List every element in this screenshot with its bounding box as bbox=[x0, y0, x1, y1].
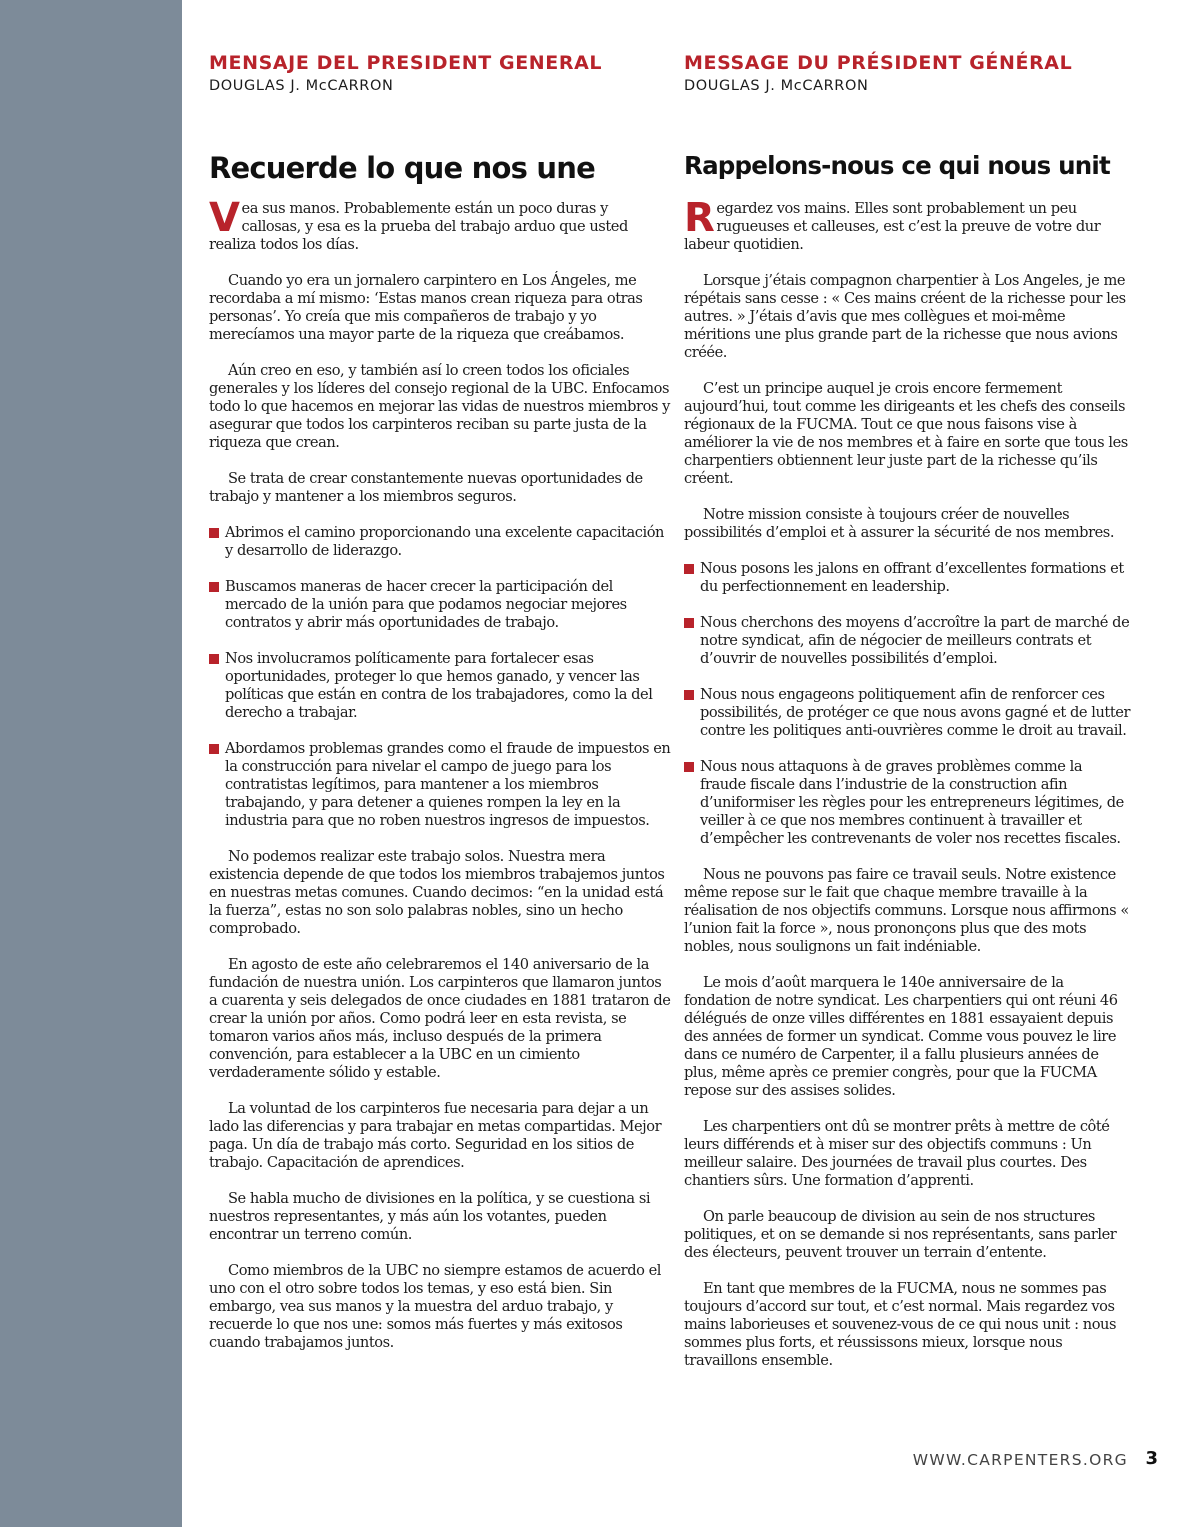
bullet-item bbox=[684, 686, 1132, 740]
bullet-text: Abordamos problemas grandes como el fraude de impuestos en la construcción para nivelar el campo de juego para los contratistas legítimos, para mantener a los miembros trabajando, y para detener a quienes rompen la ley en la industria para que no roben nuestros ingresos de impuestos. bbox=[225, 740, 671, 829]
paragraph: On parle beaucoup de division au sein de nos structures politiques, et on se demande si nos représentants, sans parler des électeurs, peuvent trouver un terrain d’entente. bbox=[684, 1208, 1117, 1261]
page-number: 3 bbox=[1145, 1448, 1158, 1469]
bullet-square-icon bbox=[684, 564, 694, 574]
paragraph: Lorsque j’étais compagnon charpentier à Los Angeles, je me répétais sans cesse : « Ces mains créent de la richesse pour les autres. » J’étais d’avis que mes collègues et moi-même méritions une plus grande part de la richesse que nous avions créée. bbox=[684, 272, 1126, 361]
intro-paragraph bbox=[684, 195, 1132, 254]
paragraph: En agosto de este año celebraremos el 140 aniversario de la fundación de nuestra unión. Los carpinteros que llamaron juntos a cuarenta y seis delegados de once ciudades en 1881 trataron de crear la unión por años. Como podrá leer en esta revista, se tomaron varios años más, incluso después de la primera convención, para establecer a la UBC en un cimiento verdaderamente sólido y estable. bbox=[209, 956, 671, 1081]
byline: DOUGLAS J. McCARRON bbox=[684, 78, 869, 94]
bullet-item bbox=[209, 524, 671, 560]
article-body bbox=[684, 195, 1132, 1370]
paragraph: Le mois d’août marquera le 140e anniversaire de la fondation de notre syndicat. Les charpentiers qui ont réuni 46 délégués de onze villes différentes en 1881 essayaient depuis des années de former un syndicat. Comme vous pouvez le lire dans ce numéro de Carpenter, il a fallu plusieurs années de plus, même après ce premier congrès, pour que la FUCMA repose sur des assises solides. bbox=[684, 974, 1118, 1099]
french-column bbox=[684, 50, 1132, 1388]
bullet-square-icon bbox=[684, 762, 694, 772]
drop-cap: V bbox=[209, 195, 240, 241]
spanish-column bbox=[209, 50, 671, 1370]
bullet-text: Abrimos el camino proporcionando una excelente capacitación y desarrollo de liderazgo. bbox=[225, 524, 664, 559]
bullet-text: Nous nous engageons politiquement afin de renforcer ces possibilités, de protéger ce que nous avons gagné et de lutter contre les politiques anti-ouvrières comme le droit au travail. bbox=[700, 686, 1130, 739]
paragraph: Nous ne pouvons pas faire ce travail seuls. Notre existence même repose sur le fait que chaque membre travaille à la réalisation de nos objectifs communs. Lorsque nous affirmons « l’union fait la force », nous prononçons plus que des mots nobles, nous soulignons un fait indéniable. bbox=[684, 866, 1129, 955]
bullet-square-icon bbox=[209, 528, 219, 538]
drop-cap: R bbox=[684, 195, 715, 241]
paragraph: La voluntad de los carpinteros fue necesaria para dejar a un lado las diferencias y para trabajar en metas compartidas. Mejor paga. Un día de trabajo más corto. Seguridad en los sitios de trabajo. Capacitación de aprendices. bbox=[209, 1100, 662, 1171]
intro-text: egardez vos mains. Elles sont probablement un peu rugueuses et calleuses, est c’est la preuve de votre dur labeur quotidien. bbox=[684, 200, 1101, 253]
paragraph: C’est un principe auquel je crois encore fermement aujourd’hui, tout comme les dirigeants et les chefs des conseils régionaux de la FUCMA. Tout ce que nous faisons vise à améliorer la vie de nos membres et à faire en sorte que tous les charpentiers obtiennent leur juste part de la richesse qu’ils créent. bbox=[684, 380, 1128, 487]
paragraph: Como miembros de la UBC no siempre estamos de acuerdo el uno con el otro sobre todos los temas, y eso está bien. Sin embargo, vea sus manos y la muestra del arduo trabajo, y recuerde lo que nos une: somos más fuertes y más exitosos cuando trabajamos juntos. bbox=[209, 1262, 662, 1351]
headline: Recuerde lo que nos une bbox=[209, 151, 595, 185]
paragraph: En tant que membres de la FUCMA, nous ne sommes pas toujours d’accord sur tout, et c’est normal. Mais regardez vos mains laborieuses et souvenez-vous de ce qui nous unit : nous sommes plus forts, et réussissons mieux, lorsque nous travaillons ensemble. bbox=[684, 1280, 1117, 1369]
paragraph: Se habla mucho de divisiones en la política, y se cuestiona si nuestros representantes, y más aún los votantes, pueden encontrar un terreno común. bbox=[209, 1190, 651, 1243]
bullet-item bbox=[209, 578, 671, 632]
byline: DOUGLAS J. McCARRON bbox=[209, 78, 394, 94]
paragraph: No podemos realizar este trabajo solos. Nuestra mera existencia depende de que todos los miembros trabajemos juntos en nuestras metas comunes. Cuando decimos: “en la unidad está la fuerza”, estas no son solo palabras nobles, sino un hecho comprobado. bbox=[209, 848, 665, 937]
bullet-square-icon bbox=[684, 690, 694, 700]
bullet-item bbox=[209, 740, 671, 830]
intro-paragraph bbox=[209, 195, 671, 254]
bullet-text: Nous cherchons des moyens d’accroître la part de marché de notre syndicat, afin de négocier de meilleurs contrats et d’ouvrir de nouvelles possibilités d’emploi. bbox=[700, 614, 1130, 667]
bullet-square-icon bbox=[684, 618, 694, 628]
paragraph: Notre mission consiste à toujours créer de nouvelles possibilités d’emploi et à assurer la sécurité de nos membres. bbox=[684, 506, 1115, 541]
bullet-text: Nos involucramos políticamente para fortalecer esas oportunidades, proteger lo que hemos ganado, y vencer las políticas que están en contra de los trabajadores, como la del derecho a trabajar. bbox=[225, 650, 653, 721]
bullet-item bbox=[209, 650, 671, 722]
bullet-square-icon bbox=[209, 654, 219, 664]
paragraph: Les charpentiers ont dû se montrer prêts à mettre de côté leurs différends et à miser sur des objectifs communs : Un meilleur salaire. Des journées de travail plus courtes. Des chantiers sûrs. Une formation d’apprenti. bbox=[684, 1118, 1110, 1189]
bullet-square-icon bbox=[209, 744, 219, 754]
sidebar-band bbox=[0, 0, 182, 1527]
section-kicker: MESSAGE DU PRÉSIDENT GÉNÉRAL bbox=[684, 52, 1073, 74]
paragraph: Se trata de crear constantemente nuevas oportunidades de trabajo y mantener a los miembros seguros. bbox=[209, 470, 643, 505]
bullet-item bbox=[684, 758, 1132, 848]
bullet-square-icon bbox=[209, 582, 219, 592]
footer-url: WWW.CARPENTERS.ORG bbox=[912, 1451, 1128, 1469]
bullet-item bbox=[684, 614, 1132, 668]
section-kicker: MENSAJE DEL PRESIDENT GENERAL bbox=[209, 52, 603, 74]
bullet-text: Buscamos maneras de hacer crecer la participación del mercado de la unión para que podamos negociar mejores contratos y abrir más oportunidades de trabajo. bbox=[225, 578, 627, 631]
bullet-text: Nous nous attaquons à de graves problèmes comme la fraude fiscale dans l’industrie de la construction afin d’uniformiser les règles pour les entrepreneurs légitimes, de veiller à ce que nos membres continuent à travailler et d’empêcher les contrevenants de voler nos recettes fiscales. bbox=[700, 758, 1124, 847]
paragraph: Cuando yo era un jornalero carpintero en Los Ángeles, me recordaba a mí mismo: ‘Estas manos crean riqueza para otras personas’. Yo creía que mis compañeros de trabajo y yo merecíamos una mayor parte de la riqueza que creábamos. bbox=[209, 272, 643, 343]
bullet-text: Nous posons les jalons en offrant d’excellentes formations et du perfectionnement en leadership. bbox=[700, 560, 1124, 595]
headline: Rappelons-nous ce qui nous unit bbox=[684, 151, 1110, 180]
paragraph: Aún creo en eso, y también así lo creen todos los oficiales generales y los líderes del consejo regional de la UBC. Enfocamos todo lo que hacemos en mejorar las vidas de nuestros miembros y asegurar que todos los carpinteros reciban su parte justa de la riqueza que crean. bbox=[209, 362, 670, 451]
article-body bbox=[209, 195, 671, 1352]
bullet-item bbox=[684, 560, 1132, 596]
intro-text: ea sus manos. Probablemente están un poco duras y callosas, y esa es la prueba del trabajo arduo que usted realiza todos los días. bbox=[209, 200, 628, 253]
